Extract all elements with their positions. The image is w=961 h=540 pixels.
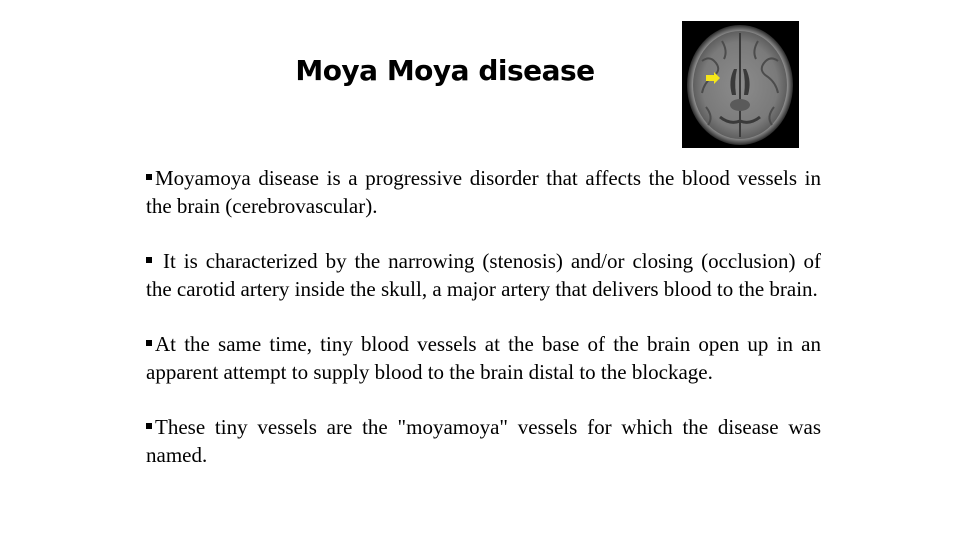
bullet-text: These tiny vessels are the "moyamoya" vessels for which the disease was named. [146, 415, 821, 467]
brain-mri-icon [682, 21, 799, 148]
square-bullet-icon [146, 423, 152, 429]
bullet-item [146, 164, 821, 220]
bullet-list [146, 164, 821, 496]
bullet-text: At the same time, tiny blood vessels at the base of the brain open up in an apparent attempt to supply blood to the brain distal to the blockage. [146, 332, 821, 384]
brain-mri-image [682, 21, 799, 148]
bullet-item [146, 247, 821, 303]
square-bullet-icon [146, 174, 152, 180]
bullet-text: It is characterized by the narrowing (stenosis) and/or closing (occlusion) of the carotid artery inside the skull, a major artery that delivers blood to the brain. [146, 249, 821, 301]
square-bullet-icon [146, 340, 152, 346]
bullet-item [146, 330, 821, 386]
bullet-text: Moyamoya disease is a progressive disorder that affects the blood vessels in the brain (cerebrovascular). [146, 166, 821, 218]
slide-title: Moya Moya disease [295, 54, 595, 87]
bullet-item [146, 413, 821, 469]
square-bullet-icon [146, 257, 152, 263]
